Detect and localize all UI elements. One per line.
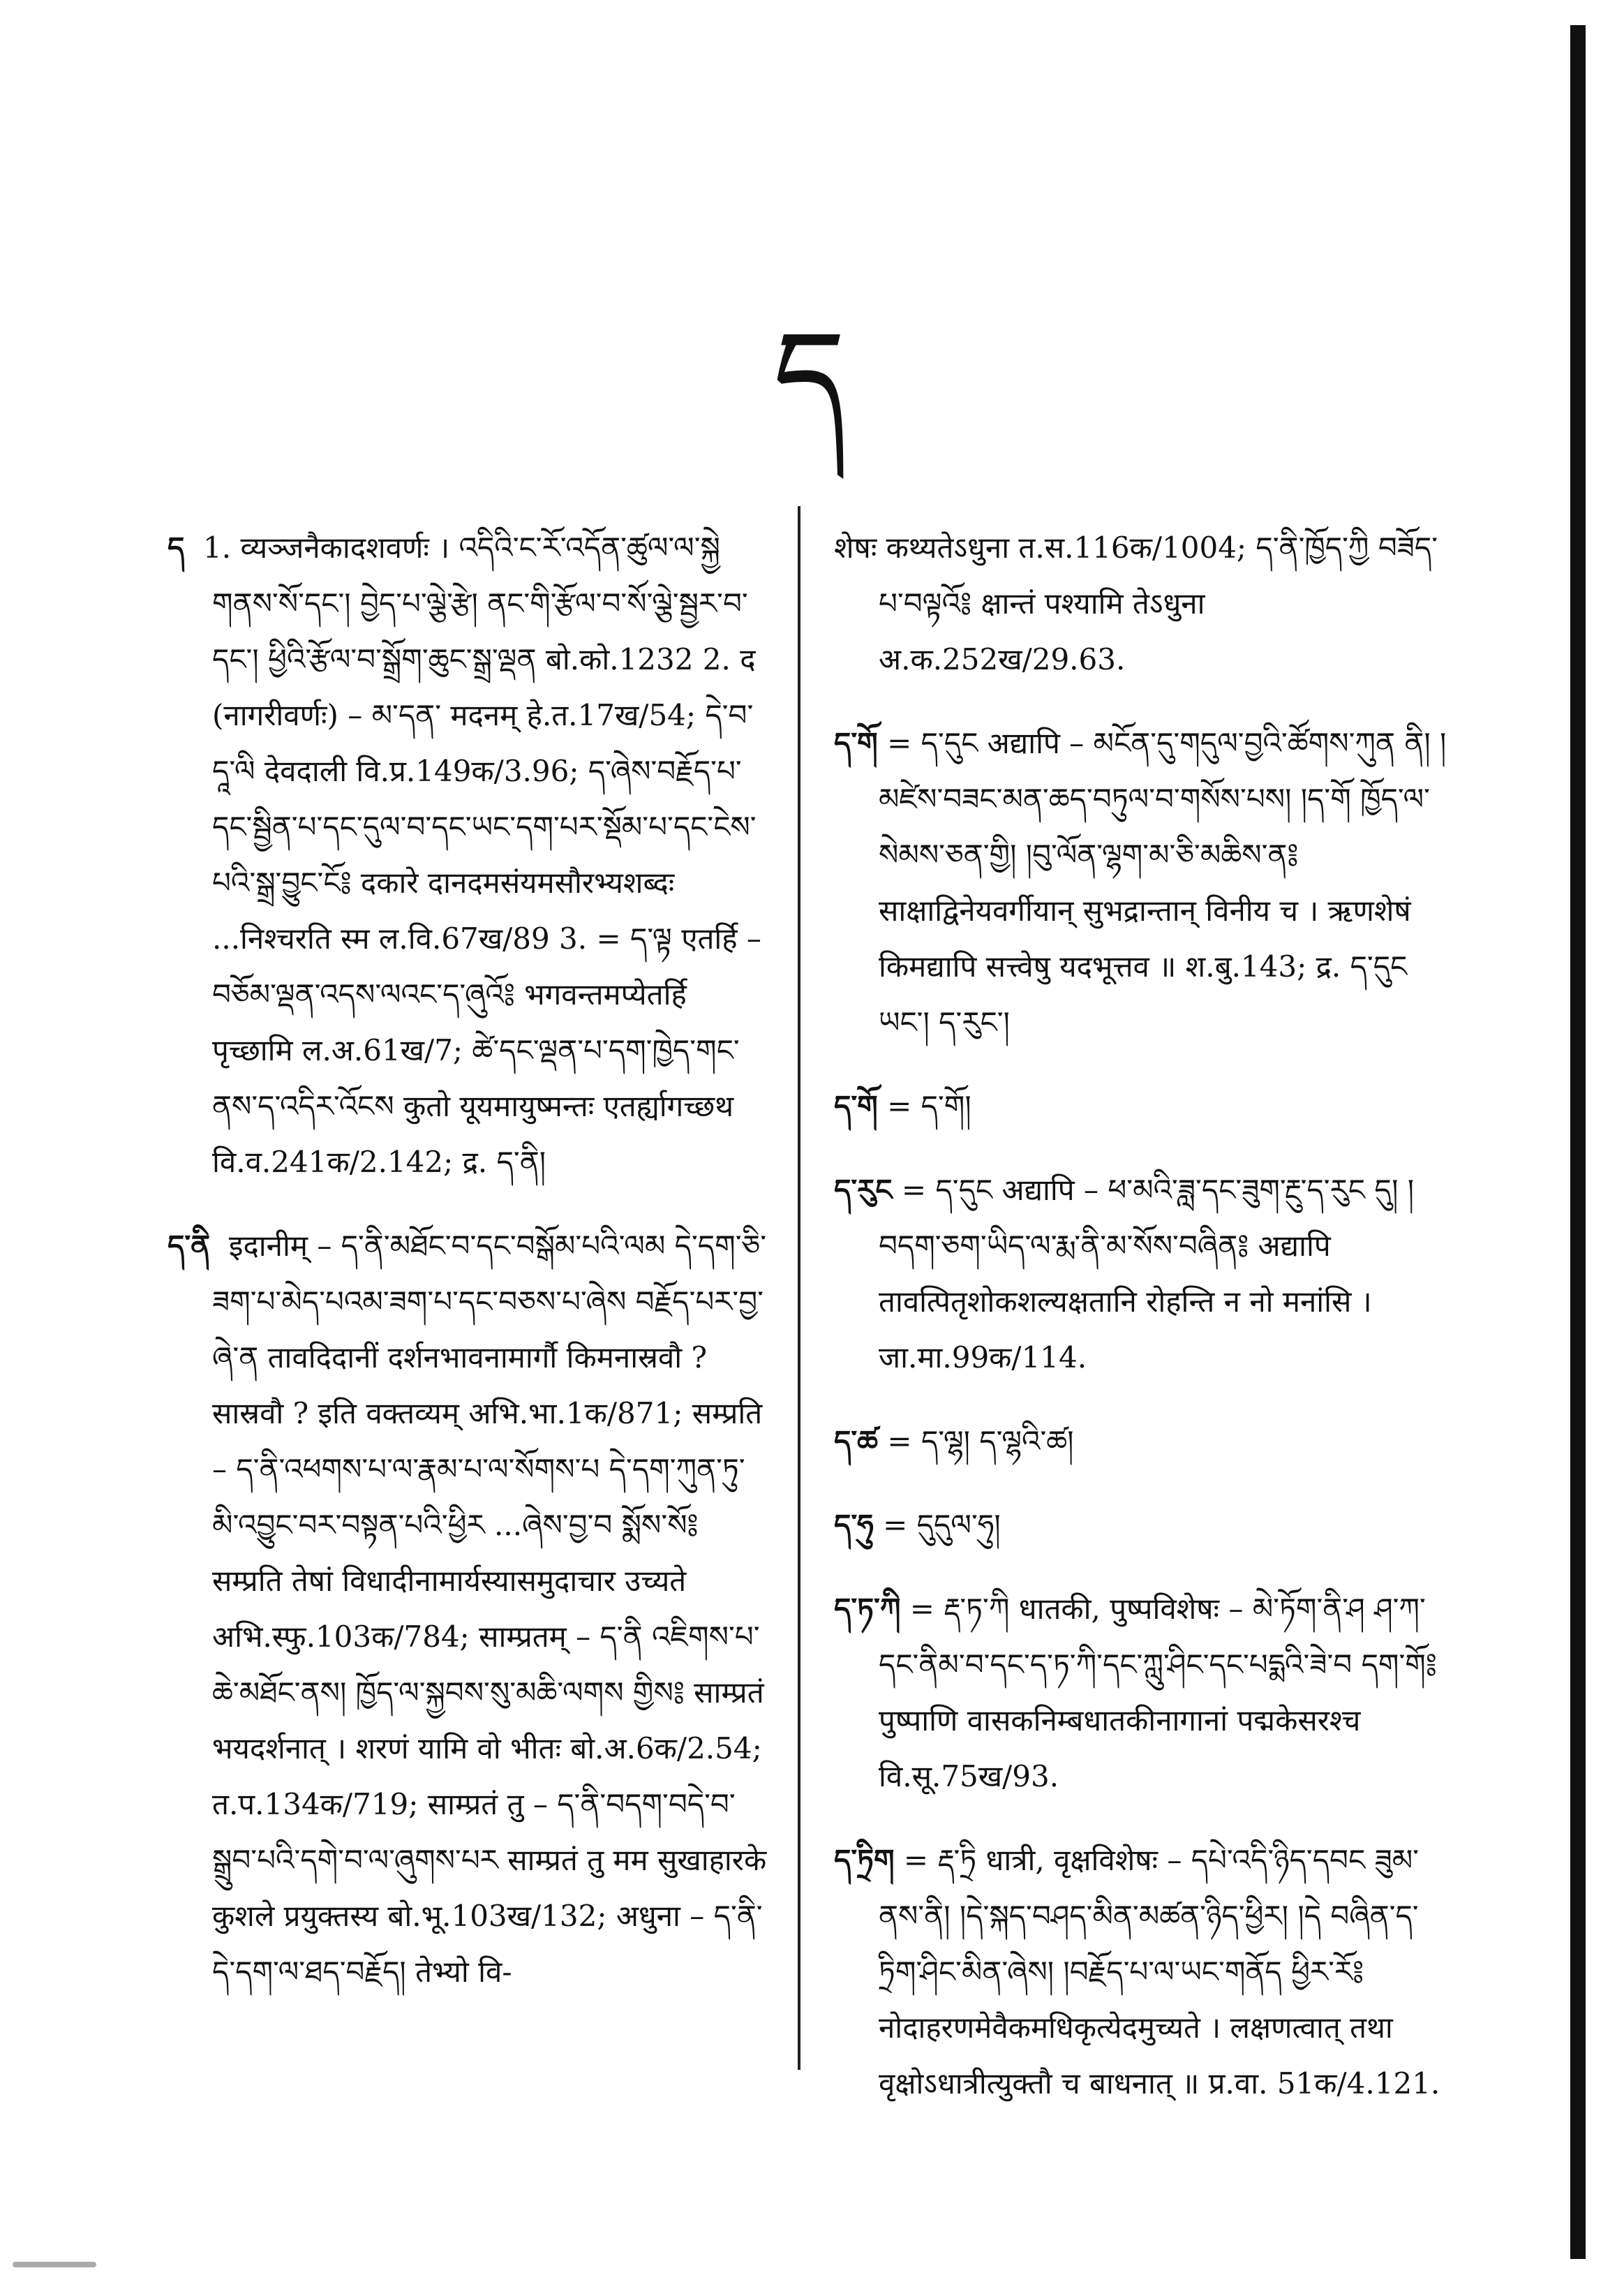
entry-body: = དུདུལ་ཧུ། xyxy=(883,1508,1001,1542)
entry-headword: ད་གོ xyxy=(834,726,878,760)
entry-body: = ད་དུང अद्यापि – མངོན་དུ་གདུལ་བྱའི་ཚོགས་ཀུན ནི། །མཛེས་བཟང་མན་ཆད་བཏུལ་བ་གསོས་པས། །ད་གོ ཁྱོད་ལ་སེམས་ཅན་གྱི། །བུ་ལོན་ལྷག་མ་ཅི་མཆིས་ན༔ साक्षाद्विनेयवर्गीयान् सुभद्रान्तान् विनीय च । ऋणशेषं किमद्यापि सत्त्वेषु यदभूत्तव ॥ श.बु.143; द्र. ད་དུང ཡང་། ད་རུང་། xyxy=(879,726,1447,1039)
dictionary-entry xyxy=(834,1832,1448,2112)
entry-body: = ད་གོ། xyxy=(887,1089,971,1123)
entry-headword: ད xyxy=(167,531,185,565)
scan-smudge xyxy=(13,2262,96,2267)
entry-body: = རྡ་ཏ་ཀི धातकी, पुष्पविशेषः – མེ་ཏོག་ནི་ཤ ཤ་ཀ་དང་ནིམ་བ་དང་ད་ཏ་ཀི་དང་ཀླུ་ཤིང་དང་པདྨའི་ཟེ་བ དག་གོ༔ पुष्पाणि वासकनिम्बधातकीनागानां पद्मकेसरश्च वि.सू.75ख/93. xyxy=(879,1592,1447,1793)
entry-headword: ད་ཏ་ཀི xyxy=(834,1592,901,1626)
dictionary-entry xyxy=(834,1079,1448,1134)
page-edge-bar xyxy=(1570,25,1586,2259)
dictionary-entry xyxy=(834,716,1448,1051)
right-column xyxy=(834,520,1448,2140)
entry-body: शेषः कथ्यतेऽधुना त.स.116क/1004; ད་ནི་ཁྱོད་ཀྱི བཟོད་པ་བལྟའོ༔ क्षान्तं पश्यामि तेऽधुना अ.क.252ख/29.63. xyxy=(834,531,1438,676)
dictionary-entry xyxy=(834,1497,1448,1553)
dictionary-entry-continued xyxy=(834,520,1448,688)
entry-headword: ད་ནི xyxy=(167,1229,211,1263)
entry-body: = ད་དུང अद्यापि – ཕ་མའི་ཟླ་དང་ཟུག་རྔུ་ད་རུང དུ། །བདག་ཅག་ཡིད་ལ་རྨ་ནི་མ་སོས་བཞིན༔ अद्यापि तावत्पितृशोकशल्यक्षतानि रोहन्ति न नो मनांसि । जा.मा.99क/114. xyxy=(879,1173,1415,1375)
dictionary-entry xyxy=(834,1162,1448,1386)
entry-headword: ད་ཚ xyxy=(834,1424,879,1458)
entry-body: इदानीम् – ད་ནི་མཐོང་བ་དང་བསྒོམ་པའི་ལམ དེ་དག་ཅི་ཟག་པ་མེད་པའམ་ཟག་པ་དང་བཅས་པ་ཞེས བརྗོད་པར་བྱ་ཞེ་ན तावदिदानीं दर्शनभावनामार्गौ किमनास्रवौ ? सास्रवौ ? इति वक्तव्यम् अभि.भा.1क/871; सम्प्रति – ད་ནི་འཕགས་པ་ལ་རྣམ་པ་ལ་སོགས་པ དེ་དག་ཀུན་ཏུ་མི་འབྱུང་བར་བསྟན་པའི་ཕྱིར ...ཞེས་བྱ་བ སྨོས་སོ༔ सम्प्रति तेषां विधादीनामार्यस्यासमुदाचार उच्यते अभि.स्फु.103क/784; साम्प्रतम् – ད་ནི འཇིགས་པ་ཆེ་མཐོང་ནས། ཁྱོད་ལ་སྐྱབས་སུ་མཆི་ལགས གྱིས༔ साम्प्रतं भयदर्शनात् । शरणं यामि वो भीतः बो.अ.6क/2.54; त.प.134क/719; साम्प्रतं तु – ད་ནི་བདག་བདེ་བ་སྒྲུབ་པའི་དགེ་བ་ལ་ཞུགས་པར साम्प्रतं तु मम सुखाहारके कुशले प्रयुक्तस्य बो.भू.103ख/132; अधुना – ད་ནི་དེ་དག་ལ་ཐད་བརྗོད། तेभ्यो वि- xyxy=(212,1229,776,1989)
section-letter: ད xyxy=(773,304,847,450)
entry-headword: ད་ཏྲིག xyxy=(834,1843,895,1877)
entry-headword: ད་ཧུ xyxy=(834,1508,874,1542)
dictionary-entry xyxy=(834,1414,1448,1469)
entry-headword: ད་གོ xyxy=(834,1089,878,1123)
entry-body: 1. व्यञ्जनैकादशवर्णः । འདིའི་ང་རོ་འདོན་ཚུལ་ལ་སྐྱེ གནས་སོ་དང་། བྱེད་པ་ལྕེ་རྩེ། ནང་གི་རྩོལ་བ་སོ་ལྕེ་སྦྱར་བ་དང་། ཕྱིའི་རྩོལ་བ་སྒྲོག་ཆུང་སྒྲ་ལྡན बो.को.1232 2. द (नागरीवर्णः) – མ་དན་ मदनम् हे.त.17ख/54; དེ་བ་དཱ་ལི देवदाली वि.प्र.149क/3.96; ད་ཞེས་བརྗོད་པ་དང་སྦྱིན་པ་དང་དུལ་བ་དང་ཡང་དག་པར་སྡོམ་པ་དང་ངེས་པའི་སྒྲ་བྱུང་ངོ༔ दकारे दानदमसंयमसौरभ्यशब्दः ...निश्चरति स्म ल.वि.67ख/89 3. = ད་ལྟ एतर्हि – བཅོམ་ལྡན་འདས་ལའང་ད་ཞུའོ༔ भगवन्तमप्येतर्हि पृच्छामि ल.अ.61ख/7; ཚེ་དང་ལྡན་པ་དག་ཁྱེད་གང་ནས་ད་འདིར་འོངས कुतो यूयमायुष्मन्तः एतर्ह्यागच्छथ वि.व.241क/2.142; द्र. ད་ནི། xyxy=(203,531,771,1179)
left-column xyxy=(167,520,776,2028)
entry-body: = རྡ་ཏྲི धात्री, वृक्षविशेषः – དཔེ་འདི་ཉིད་དབང ཟུམ་ནས་ནི། །དེ་སྐད་བཤད་མིན་མཚན་ཉིད་ཕྱིར། །དེ བཞིན་ད་ཏྲིག་ཤིང་མིན་ཞེས། །བརྗོད་པ་ལ་ཡང་གནོད ཕྱིར་རོ༔ नोदाहरणमेवैकमधिकृत्येदमुच्यते । लक्षणत्वात् तथा वृक्षोऽधात्रीत्युक्तौ च बाधनात् ॥ प्र.वा. 51क/4.121. xyxy=(879,1843,1440,2101)
entry-headword: ད་རུང xyxy=(834,1173,893,1207)
dictionary-entry xyxy=(167,1218,776,2000)
dictionary-entry xyxy=(167,520,771,1190)
entry-body: = ད་ལྷ། ད་ལྷའི་ཚ། xyxy=(887,1424,1074,1458)
column-divider xyxy=(798,506,800,2070)
dictionary-entry xyxy=(834,1581,1448,1805)
